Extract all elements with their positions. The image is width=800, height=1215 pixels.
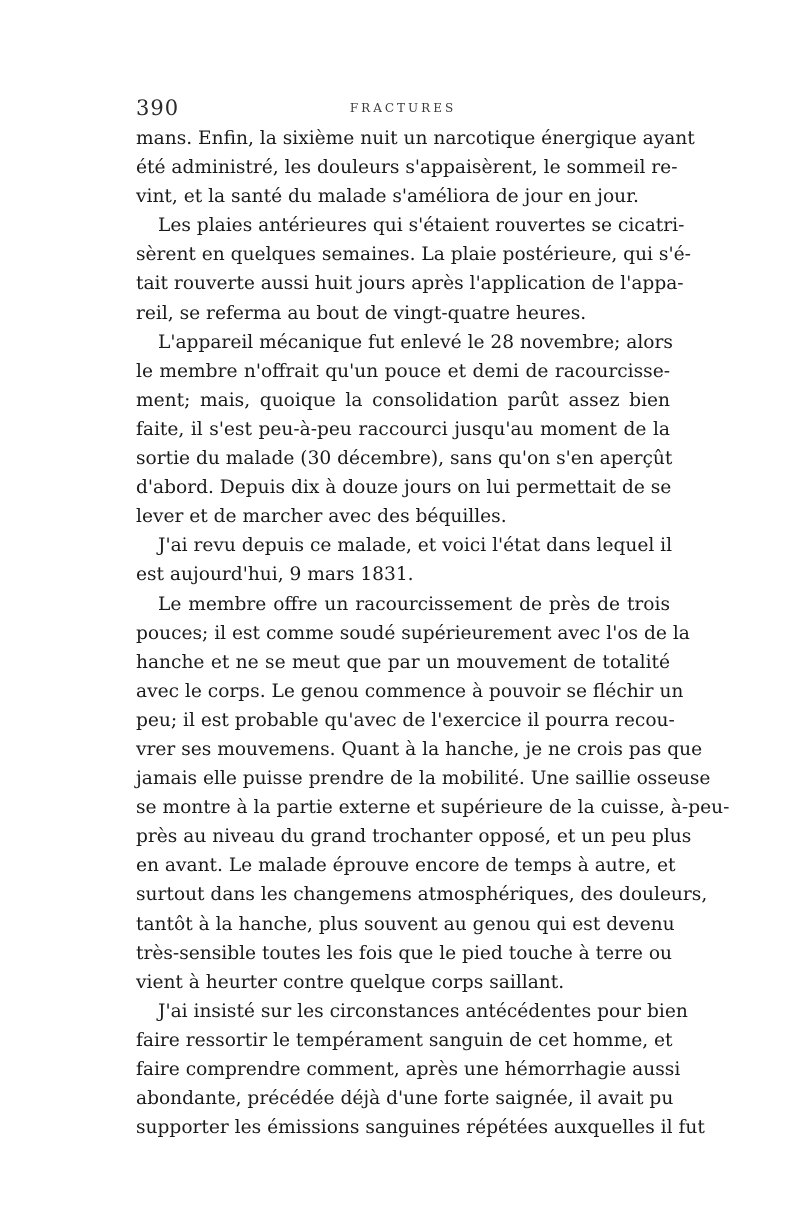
text-line: sèrent en quelques semaines. La plaie postérieure, qui s'é-	[136, 244, 691, 266]
text-line: surtout dans les changemens atmosphériques, des douleurs,	[136, 884, 708, 906]
text-line: près au niveau du grand trochanter opposé, et un peu plus	[136, 826, 692, 848]
text-line: Le membre offre un racourcissement de près de trois	[158, 593, 670, 615]
text-line: avec le corps. Le genou commence à pouvoir se fléchir un	[136, 680, 684, 702]
text-line: faite, il s'est peu-à-peu raccourci jusqu'au moment de la	[136, 418, 670, 440]
body-text	[136, 124, 730, 1142]
text-line: d'abord. Depuis dix à douze jours on lui permettait de se	[136, 477, 672, 499]
text-line: Les plaies antérieures qui s'étaient rouvertes se cicatri-	[158, 215, 685, 237]
text-line: se montre à la partie externe et supérieure de la cuisse, à-peu-	[136, 797, 730, 819]
text-line: est aujourd'hui, 9 mars 1831.	[136, 564, 414, 586]
text-line: lever et de marcher avec des béquilles.	[136, 506, 507, 528]
text-line: été administré, les douleurs s'appaisèrent, le sommeil re-	[136, 157, 678, 179]
text-line: mans. Enfin, la sixième nuit un narcotique énergique ayant	[136, 128, 695, 149]
text-line: vint, et la santé du malade s'améliora de jour en jour.	[136, 186, 639, 208]
page-number: 390	[136, 96, 180, 120]
running-head	[136, 96, 670, 120]
running-title: FRACTURES	[349, 101, 457, 115]
text-line: vient à heurter contre quelque corps saillant.	[136, 971, 565, 993]
text-line: peu; il est probable qu'avec de l'exercice il pourra recou-	[136, 709, 675, 731]
text-line: sortie du malade (30 décembre), sans qu'on s'en aperçût	[136, 448, 673, 470]
text-line: hanche et ne se meut que par un mouvement de totalité	[136, 651, 670, 673]
text-line: supporter les émissions sanguines répétées auxquelles il fut	[136, 1117, 705, 1139]
text-line: faire comprendre comment, après une hémorrhagie aussi	[136, 1059, 681, 1080]
text-line: ment; mais, quoique la consolidation parût assez bien	[136, 389, 670, 411]
text-line: en avant. Le malade éprouve encore de temps à autre, et	[136, 855, 676, 877]
text-line: reil, se referma au bout de vingt-quatre heures.	[136, 302, 587, 324]
text-line: L'appareil mécanique fut enlevé le 28 novembre; alors	[158, 331, 673, 353]
text-line: le membre n'offrait qu'un pouce et demi de racourcisse-	[136, 360, 670, 382]
text-line: J'ai revu depuis ce malade, et voici l'état dans lequel il	[158, 535, 673, 557]
text-line: J'ai insisté sur les circonstances antécédentes pour bien	[158, 1000, 688, 1022]
text-line: très-sensible toutes les fois que le pied touche à terre ou	[136, 942, 673, 964]
text-line: pouces; il est comme soudé supérieurement avec l'os de la	[136, 622, 690, 644]
text-line: jamais elle puisse prendre de la mobilité. Une saillie osseuse	[136, 768, 711, 790]
text-line: vrer ses mouvemens. Quant à la hanche, je ne crois pas que	[136, 738, 703, 760]
text-line: faire ressortir le tempérament sanguin de cet homme, et	[136, 1029, 673, 1051]
text-line: tait rouverte aussi huit jours après l'application de l'appa-	[136, 273, 684, 295]
text-line: abondante, précédée déjà d'une forte saignée, il avait pu	[136, 1088, 674, 1110]
text-line: tantôt à la hanche, plus souvent au genou qui est devenu	[136, 913, 675, 935]
